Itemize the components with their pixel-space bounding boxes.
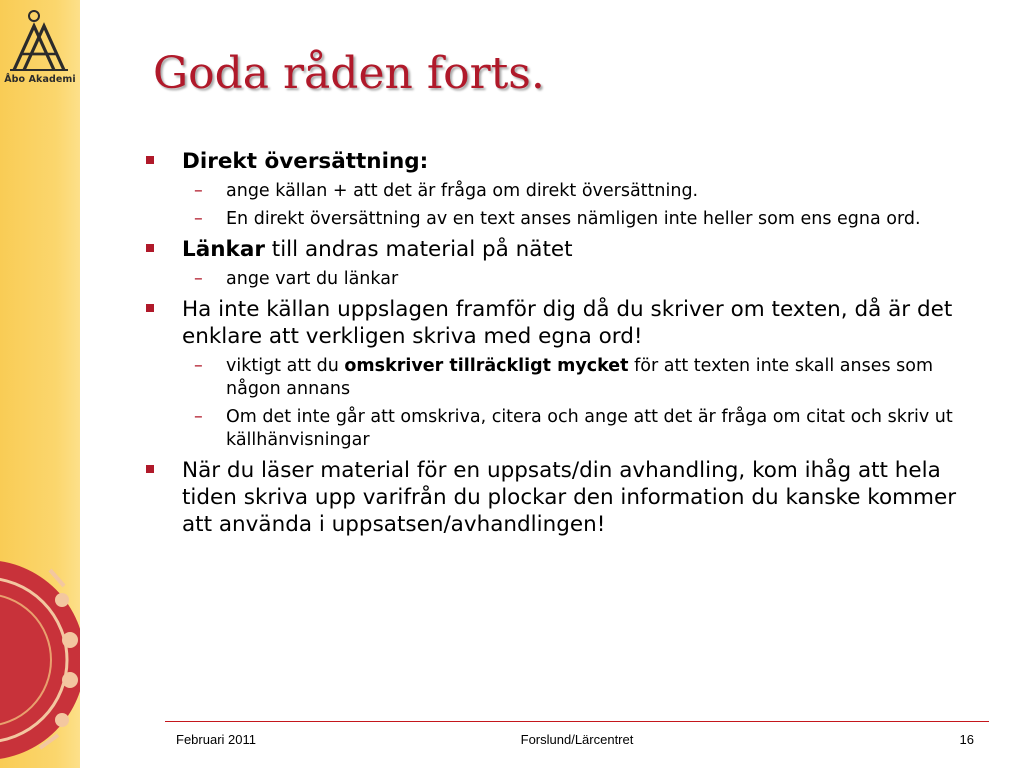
slide-title: Goda råden forts. <box>153 48 545 99</box>
bullet-marker-icon <box>146 156 154 164</box>
dash-marker-icon: – <box>194 356 203 376</box>
bullet-item <box>144 236 974 263</box>
dash-marker-icon: – <box>194 209 203 229</box>
footer-date: Februari 2011 <box>176 732 256 747</box>
sub-bullet-text: En direkt översättning av en text anses nämligen inte heller som ens egna ord. <box>226 209 921 229</box>
bullet-bold-text: Direkt översättning: <box>182 149 429 174</box>
sub-bullet-text: ange källan + att det är fråga om direkt översättning. <box>226 181 699 201</box>
sub-bullet-item <box>194 180 974 203</box>
sub-bullet-item <box>194 355 974 401</box>
dash-marker-icon: – <box>194 407 203 427</box>
sub-bullet-text: för att texten inte skall anses som någon annans <box>226 356 934 399</box>
bullet-text: till andras material på nätet <box>264 237 573 262</box>
sidebar-band <box>0 0 80 768</box>
bullet-item <box>144 148 974 175</box>
bullet-marker-icon <box>146 244 154 252</box>
sub-bullet-item <box>194 406 974 452</box>
footer-author: Forslund/Lärcentret <box>520 732 634 747</box>
sub-bullet-bold-text: omskriver tillräckligt mycket <box>344 356 629 376</box>
logo-text: Åbo Akademi <box>4 74 76 85</box>
dash-marker-icon: – <box>194 181 203 201</box>
dash-marker-icon: – <box>194 269 203 289</box>
bullet-bold-text: Länkar <box>182 237 265 262</box>
sub-bullet-item <box>194 208 974 231</box>
bullet-item <box>144 296 974 350</box>
bullet-marker-icon <box>146 304 154 312</box>
slide-content <box>144 148 974 543</box>
bullet-item <box>144 457 974 538</box>
sub-bullet-text: Om det inte går att omskriva, citera och ange att det är fråga om citat och skriv ut källhänvisningar <box>226 407 953 450</box>
sub-bullet-text: viktigt att du <box>226 356 345 376</box>
sub-bullet-item <box>194 268 974 291</box>
sub-bullet-text: ange vart du länkar <box>226 269 399 289</box>
footer-page-number: 16 <box>959 732 974 747</box>
bullet-text: Ha inte källan uppslagen framför dig då du skriver om texten, då är det enklare att verkligen skriva med egna ord! <box>182 297 953 349</box>
footer-divider <box>165 721 989 722</box>
bullet-marker-icon <box>146 465 154 473</box>
bullet-text: När du läser material för en uppsats/din avhandling, kom ihåg att hela tiden skriva upp varifrån du plockar den information du kanske kommer att använda i uppsatsen/avhandlingen! <box>182 458 957 537</box>
